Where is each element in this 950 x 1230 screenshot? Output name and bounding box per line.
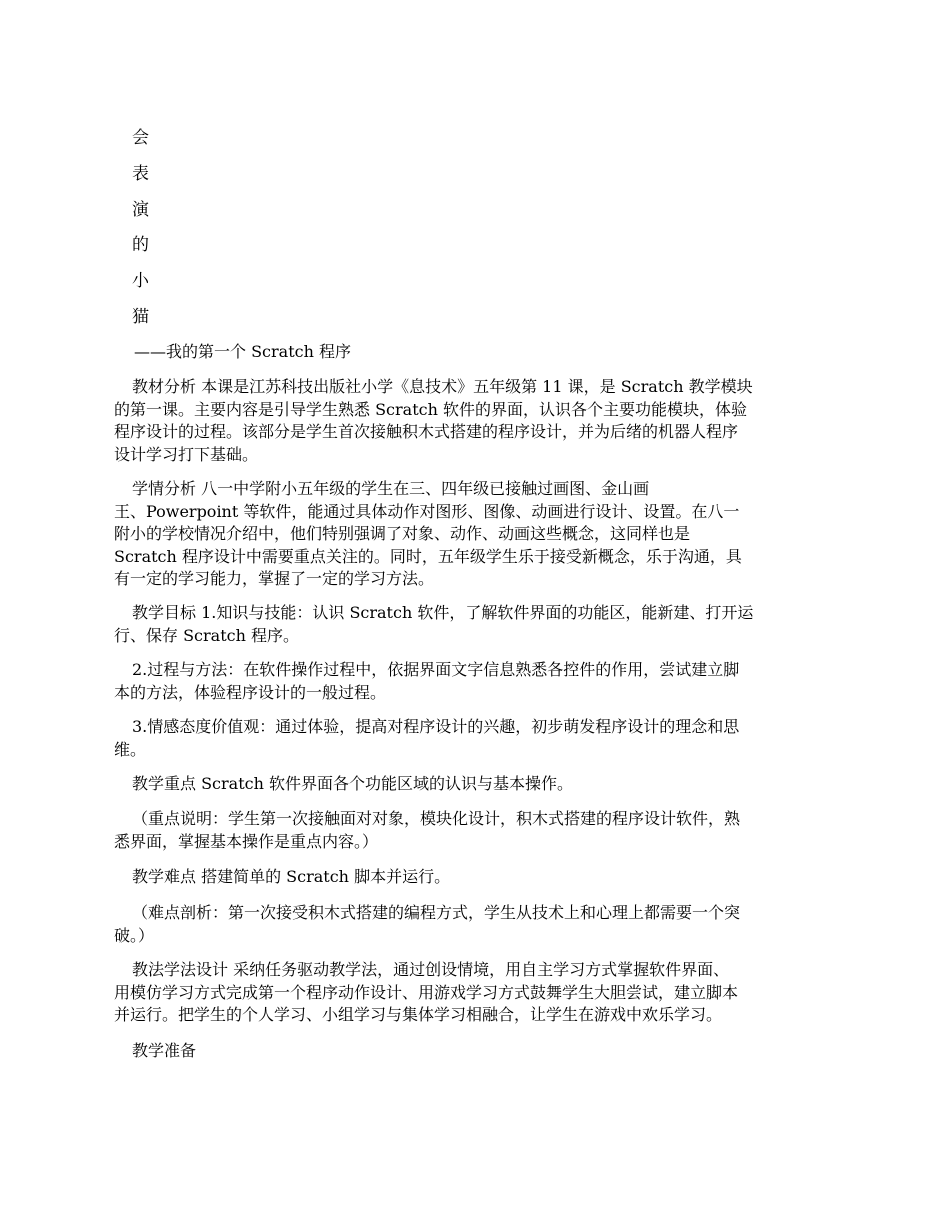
- text-line: 悉界面，掌握基本操作是重点内容。）: [114, 831, 379, 851]
- text-line: 维。: [114, 739, 147, 759]
- subtitle: ——我的第一个 Scratch 程序: [134, 342, 351, 361]
- paragraph-teaching-preparation: [114, 1040, 838, 1063]
- text-line: Scratch 程序设计中需要重点关注的。同时，五年级学生乐于接受新概念，乐于沟通，具: [114, 546, 742, 566]
- title-char: 演: [132, 200, 149, 220]
- text-line: 本的方法，体验程序设计的一般过程。: [114, 682, 387, 702]
- title-char: 小: [132, 271, 149, 291]
- text-line: 用模仿学习方式完成第一个程序动作设计、用游戏学习方式鼓舞学生大胆尝试，建立脚本: [114, 982, 739, 1002]
- text-line: 3.情感态度价值观：通过体验，提高对程序设计的兴趣，初步萌发程序设计的理念和思: [132, 717, 740, 736]
- text-line: 教学重点 Scratch 软件界面各个功能区域的认识与基本操作。: [132, 774, 573, 793]
- text-line: 教材分析 本课是江苏科技出版社小学《息技术》五年级第 11 课，是 Scratch 教学模块: [132, 377, 753, 396]
- text-line: 破。）: [114, 925, 155, 945]
- text-line: （重点说明：学生第一次接触面对对象，模块化设计，积木式搭建的程序设计软件，熟: [132, 809, 741, 828]
- text-line: 有一定的学习能力，掌握了一定的学习方法。: [114, 569, 435, 588]
- paragraph-attitude-values: [114, 716, 838, 761]
- paragraph-textbook-analysis: [114, 376, 838, 466]
- text-line: 设计学习打下基础。: [114, 444, 259, 464]
- text-line: 附小的学校情况介绍中，他们特别强调了对象、动作、动画这些概念，这同样也是: [114, 524, 691, 543]
- title-char: 猫: [132, 307, 149, 327]
- paragraph-teaching-focus: [114, 773, 838, 796]
- paragraph-difficulty-analysis: [114, 902, 838, 947]
- paragraph-student-analysis: [114, 478, 838, 591]
- title-char: 会: [132, 128, 149, 148]
- text-line: 教学难点 搭建简单的 Scratch 脚本并运行。: [132, 867, 451, 886]
- text-line: 教学目标 1.知识与技能：认识 Scratch 软件，了解软件界面的功能区，能新建、打开运: [132, 603, 754, 622]
- text-line: 并运行。把学生的个人学习、小组学习与集体学习相融合，让学生在游戏中欢乐学习。: [114, 1005, 723, 1024]
- text-line: 教学准备: [132, 1041, 197, 1060]
- paragraph-teaching-method-design: [114, 959, 838, 1027]
- paragraph-teaching-objectives: [114, 602, 838, 647]
- paragraph-focus-note: [114, 808, 838, 853]
- title-char: 的: [132, 235, 149, 255]
- text-line: 王、Powerpoint 等软件，能通过具体动作对图形、图像、动画进行设计、设置。在八一: [114, 501, 740, 521]
- text-line: 的第一课。主要内容是引导学生熟悉 Scratch 软件的界面，认识各个主要功能模块，体验: [114, 399, 747, 419]
- paragraph-teaching-difficulty: [114, 866, 838, 889]
- text-line: 2.过程与方法：在软件操作过程中，依据界面文字信息熟悉各控件的作用，尝试建立脚: [132, 660, 740, 679]
- text-line: （难点剖析：第一次接受积木式搭建的编程方式，学生从技术上和心理上都需要一个突: [132, 903, 741, 922]
- title-char: 表: [132, 164, 149, 184]
- paragraph-process-methods: [114, 659, 838, 704]
- text-line: 教法学法设计 采纳任务驱动教学法，通过创设情境，用自主学习方式掌握软件界面、: [132, 960, 730, 979]
- text-line: 学情分析 八一中学附小五年级的学生在三、四年级已接触过画图、金山画: [132, 479, 650, 498]
- text-line: 行、保存 Scratch 程序。: [114, 625, 299, 645]
- text-line: 程序设计的过程。该部分是学生首次接触积木式搭建的程序设计，并为后绪的机器人程序: [114, 422, 739, 441]
